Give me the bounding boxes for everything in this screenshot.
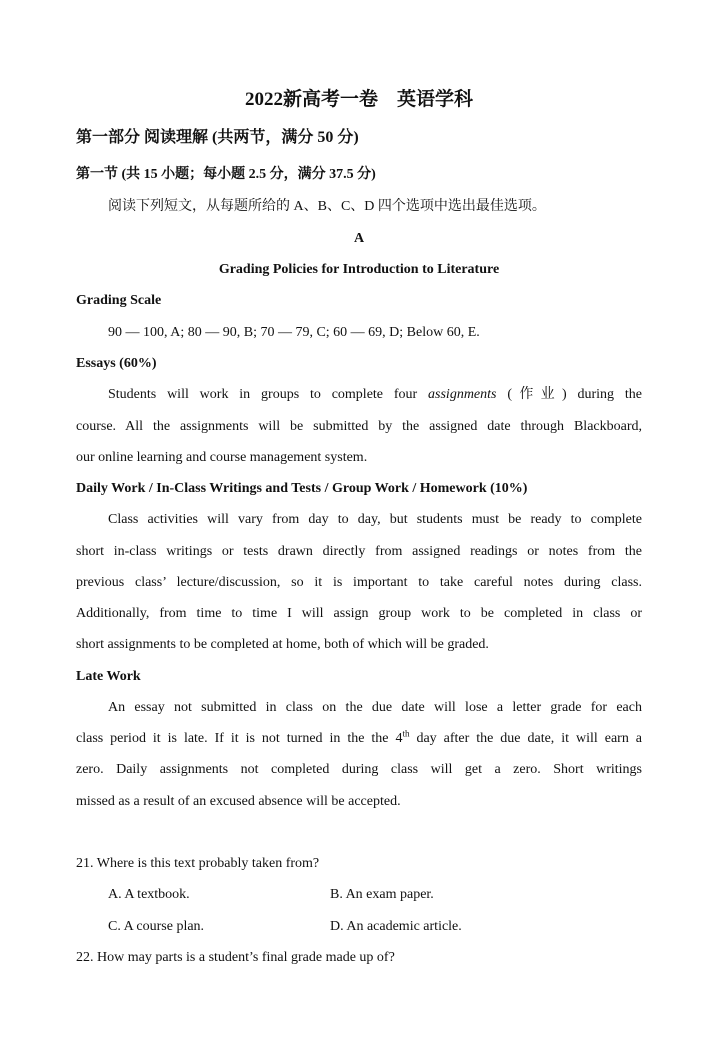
essays-line-3: our online learning and course management system. bbox=[76, 450, 368, 465]
question-21-option-a: A. A textbook. bbox=[108, 887, 190, 902]
section1-heading: 第一节 (共 15 小题；每小题 2.5 分，满分 37.5 分) bbox=[76, 167, 376, 182]
question-22-stem: 22. How may parts is a student’s final grade made up of? bbox=[76, 950, 395, 965]
late-line-2-start: class period it is late. If it is not turned in the the 4 bbox=[76, 731, 403, 746]
daily-line-3: previous class’ lecture/discussion, so it is important to take careful notes during class. bbox=[76, 575, 642, 590]
essays-line-2: course. All the assignments will be submitted by the assigned date through Blackboard, bbox=[76, 419, 642, 434]
daily-work-heading: Daily Work / In-Class Writings and Tests / Group Work / Homework (10%) bbox=[76, 481, 528, 496]
question-21-option-d: D. An academic article. bbox=[330, 919, 462, 934]
late-line-3: zero. Daily assignments not completed during class will get a zero. Short writings bbox=[76, 762, 642, 777]
passage-title: Grading Policies for Introduction to Literature bbox=[218, 262, 500, 277]
question-21-stem: 21. Where is this text probably taken from? bbox=[76, 856, 320, 871]
essays-line-1 bbox=[76, 386, 642, 404]
passage-letter: A bbox=[353, 231, 365, 246]
essays-heading: Essays (60%) bbox=[76, 356, 157, 371]
essays-line-1-end: (作业) during the bbox=[507, 387, 643, 402]
daily-line-1: Class activities will vary from day to day, but students must be ready to complete bbox=[108, 512, 642, 527]
assignments-term: assignments bbox=[428, 387, 497, 402]
instruction-text: 阅读下列短文，从每题所给的 A、B、C、D 四个选项中选出最佳选项。 bbox=[108, 199, 546, 214]
late-line-4: missed as a result of an excused absence will be accepted. bbox=[76, 794, 401, 809]
question-21-option-b: B. An exam paper. bbox=[330, 887, 434, 902]
late-line-2-end: day after the due date, it will earn a bbox=[409, 731, 642, 746]
essays-line-1-start: Students will work in groups to complete four bbox=[108, 387, 418, 402]
page-title: 2022新高考一卷 英语学科 bbox=[244, 89, 473, 110]
grading-scale-text: 90 — 100, A; 80 — 90, B; 70 — 79, C; 60 — 69, D; Below 60, E. bbox=[108, 325, 480, 340]
late-work-heading: Late Work bbox=[76, 669, 141, 684]
part1-heading: 第一部分 阅读理解 (共两节，满分 50 分) bbox=[76, 129, 359, 146]
late-line-2 bbox=[76, 730, 642, 748]
ordinal-suffix: th bbox=[402, 728, 410, 739]
grading-scale-heading: Grading Scale bbox=[76, 293, 162, 308]
question-21-option-c: C. A course plan. bbox=[108, 919, 205, 934]
daily-line-4: Additionally, from time to time I will assign group work to be completed in class or bbox=[76, 606, 642, 621]
late-line-1: An essay not submitted in class on the due date will lose a letter grade for each bbox=[108, 700, 642, 715]
daily-line-5: short assignments to be completed at home, both of which will be graded. bbox=[76, 637, 489, 652]
daily-line-2: short in-class writings or tests drawn directly from assigned readings or notes from the bbox=[76, 544, 642, 559]
